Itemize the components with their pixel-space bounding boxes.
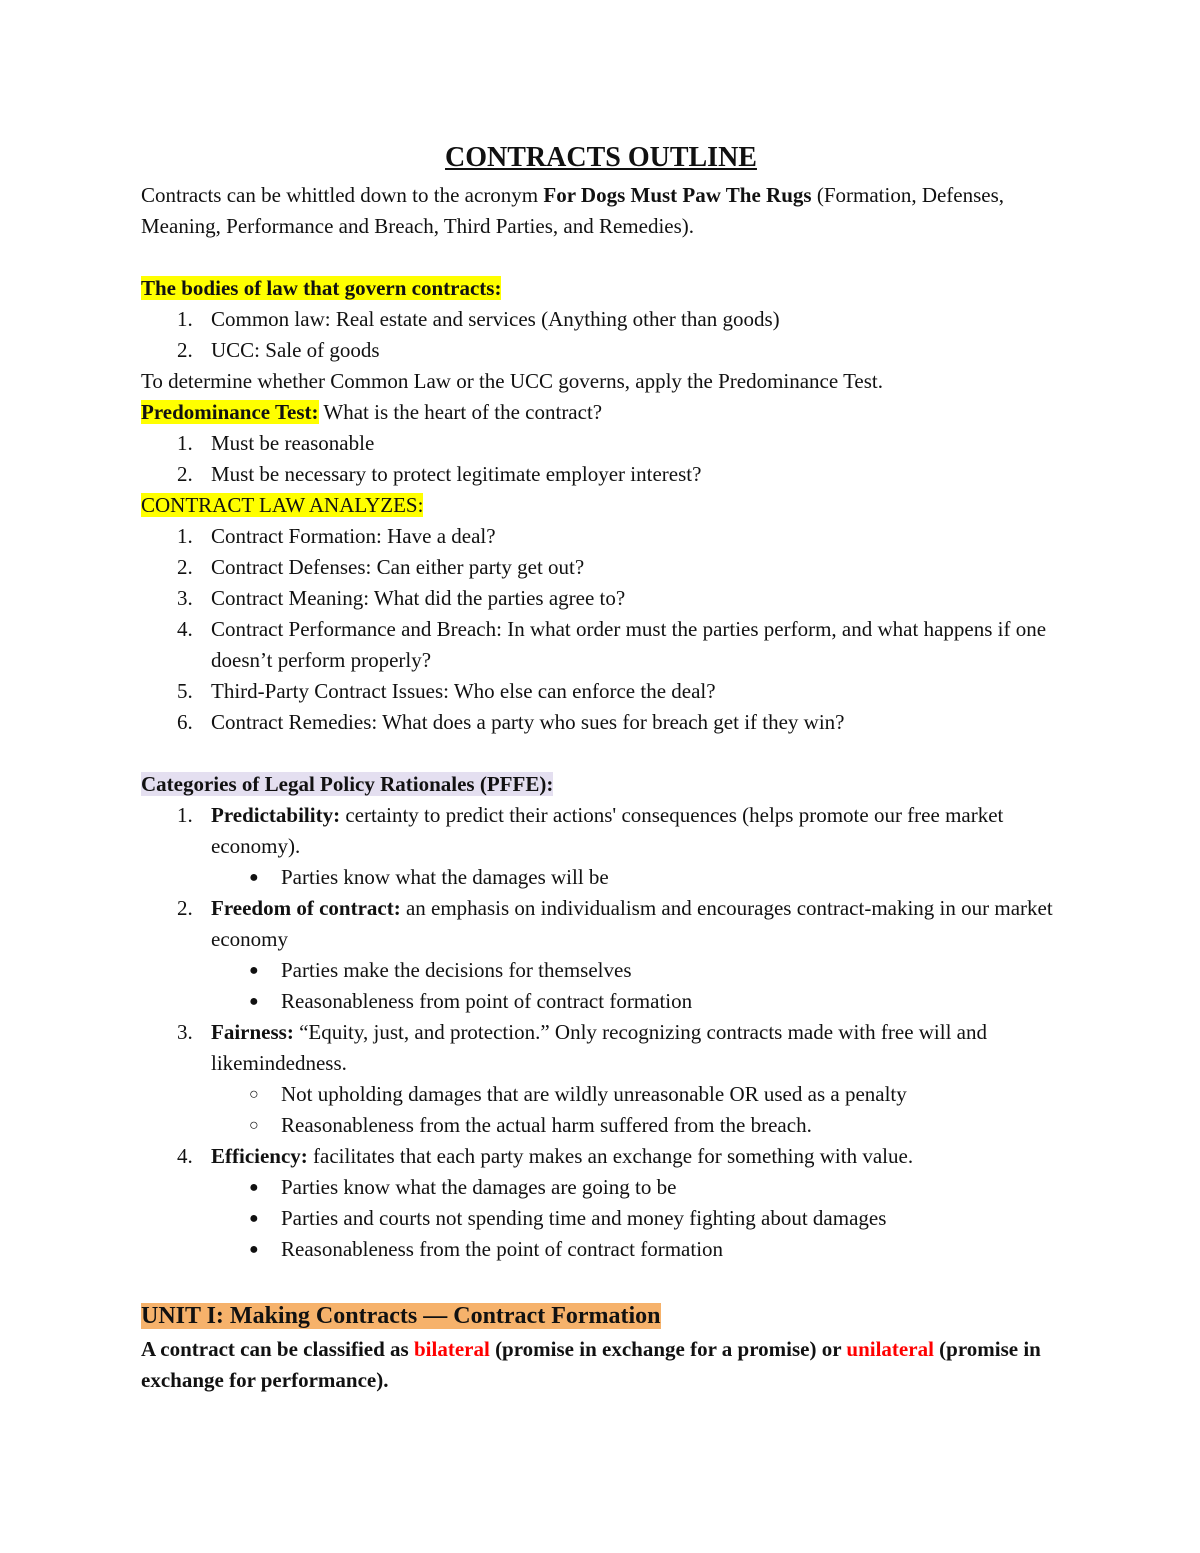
bullet-item [141, 862, 1061, 893]
list-number: 1. [177, 524, 193, 548]
bodies-heading: The bodies of law that govern contracts: [141, 276, 502, 300]
unit-paragraph: A contract can be classified as bilateral (promise in exchange for a promise) or unilateral (promise in exchange for performance). [141, 1337, 1041, 1392]
policy-label: Efficiency: [211, 1144, 308, 1168]
list-number: 2. [177, 896, 193, 920]
bullet-text: Parties and courts not spending time and money fighting about damages [281, 1206, 887, 1230]
hollow-bullet-icon: ○ [249, 1086, 259, 1103]
bullet-text: Reasonableness from point of contract formation [281, 989, 693, 1013]
list-text: Contract Remedies: What does a party who sues for breach get if they win? [211, 710, 845, 734]
bullet-item [141, 955, 1061, 986]
intro-paragraph: Contracts can be whittled down to the acronym For Dogs Must Paw The Rugs (Formation, Defenses, Meaning, Performance and Breach, Third Parties, and Remedies). [141, 183, 1005, 238]
list-text: Contract Formation: Have a deal? [211, 524, 496, 548]
policy-text: “Equity, just, and protection.” Only recognizing contracts made with free will and likemindedness. [211, 1020, 988, 1075]
list-item [141, 459, 1061, 490]
list-text: Common law: Real estate and services (Anything other than goods) [211, 307, 780, 331]
list-item [141, 335, 1061, 366]
bullet-item [141, 1203, 1061, 1234]
bullet-item [141, 1110, 1061, 1141]
list-item [141, 521, 1061, 552]
policy-label: Predictability: [211, 803, 341, 827]
policy-label: Fairness: [211, 1020, 294, 1044]
list-text: Must be reasonable [211, 431, 375, 455]
document-content [141, 138, 1061, 1396]
list-number: 1. [177, 307, 193, 331]
bullet-text: Parties know what the damages will be [281, 865, 609, 889]
list-text: Third-Party Contract Issues: Who else can enforce the deal? [211, 679, 716, 703]
policy-label: Freedom of contract: [211, 896, 401, 920]
list-item [141, 707, 1061, 738]
list-text: Must be necessary to protect legitimate employer interest? [211, 462, 702, 486]
policy-item [141, 1017, 1061, 1079]
analyzes-list [141, 521, 1061, 738]
bilateral-term: bilateral [413, 1337, 490, 1361]
list-item [141, 428, 1061, 459]
bodies-list [141, 304, 1061, 366]
bullet-text: Reasonableness from the actual harm suffered from the breach. [281, 1113, 812, 1137]
list-number: 5. [177, 679, 193, 703]
bullet-item [141, 1079, 1061, 1110]
bullet-item [141, 1234, 1061, 1265]
list-item [141, 676, 1061, 707]
predominance-list [141, 428, 1061, 490]
policy-text: an emphasis on individualism and encourages contract-making in our market economy [211, 896, 1053, 951]
policy-heading: Categories of Legal Policy Rationales (PFFE): [141, 772, 554, 796]
solid-bullet-icon: ● [249, 869, 259, 886]
predominance-test: Predominance Test: What is the heart of the contract? [141, 400, 603, 424]
policy-item [141, 1141, 1061, 1172]
list-number: 6. [177, 710, 193, 734]
list-number: 3. [177, 1020, 193, 1044]
list-text: Contract Performance and Breach: In what order must the parties perform, and what happens if one doesn’t perform properly? [211, 617, 1047, 672]
list-number: 1. [177, 431, 193, 455]
list-number: 1. [177, 803, 193, 827]
analyzes-heading: CONTRACT LAW ANALYZES: [141, 493, 424, 517]
bullet-text: Reasonableness from the point of contract formation [281, 1237, 724, 1261]
list-item [141, 304, 1061, 335]
list-number: 2. [177, 462, 193, 486]
bullet-text: Not upholding damages that are wildly unreasonable OR used as a penalty [281, 1082, 907, 1106]
policy-text: facilitates that each party makes an exchange for something with value. [307, 1144, 914, 1168]
solid-bullet-icon: ● [249, 1210, 259, 1227]
list-item [141, 583, 1061, 614]
list-item [141, 614, 1061, 676]
determine-text: To determine whether Common Law or the UCC governs, apply the Predominance Test. [141, 369, 884, 393]
acronym: For Dogs Must Paw The Rugs [543, 183, 812, 207]
list-text: Contract Meaning: What did the parties agree to? [211, 586, 626, 610]
bullet-text: Parties make the decisions for themselves [281, 958, 632, 982]
list-item [141, 552, 1061, 583]
list-number: 2. [177, 555, 193, 579]
document-title: CONTRACTS OUTLINE [445, 142, 757, 173]
policy-text: certainty to predict their actions' consequences (helps promote our free market economy). [211, 803, 1004, 858]
unit-heading: UNIT I: Making Contracts — Contract Formation [141, 1303, 661, 1329]
list-number: 4. [177, 1144, 193, 1168]
bullet-item [141, 986, 1061, 1017]
list-number: 4. [177, 617, 193, 641]
policy-item [141, 893, 1061, 955]
solid-bullet-icon: ● [249, 1241, 259, 1258]
bullet-text: Parties know what the damages are going to be [281, 1175, 677, 1199]
solid-bullet-icon: ● [249, 962, 259, 979]
unilateral-term: unilateral [846, 1337, 934, 1361]
solid-bullet-icon: ● [249, 993, 259, 1010]
bullet-item [141, 1172, 1061, 1203]
list-text: Contract Defenses: Can either party get out? [211, 555, 585, 579]
list-number: 2. [177, 338, 193, 362]
list-text: UCC: Sale of goods [211, 338, 380, 362]
hollow-bullet-icon: ○ [249, 1117, 259, 1134]
policy-item [141, 800, 1061, 862]
list-number: 3. [177, 586, 193, 610]
policy-list [141, 800, 1061, 1265]
solid-bullet-icon: ● [249, 1179, 259, 1196]
